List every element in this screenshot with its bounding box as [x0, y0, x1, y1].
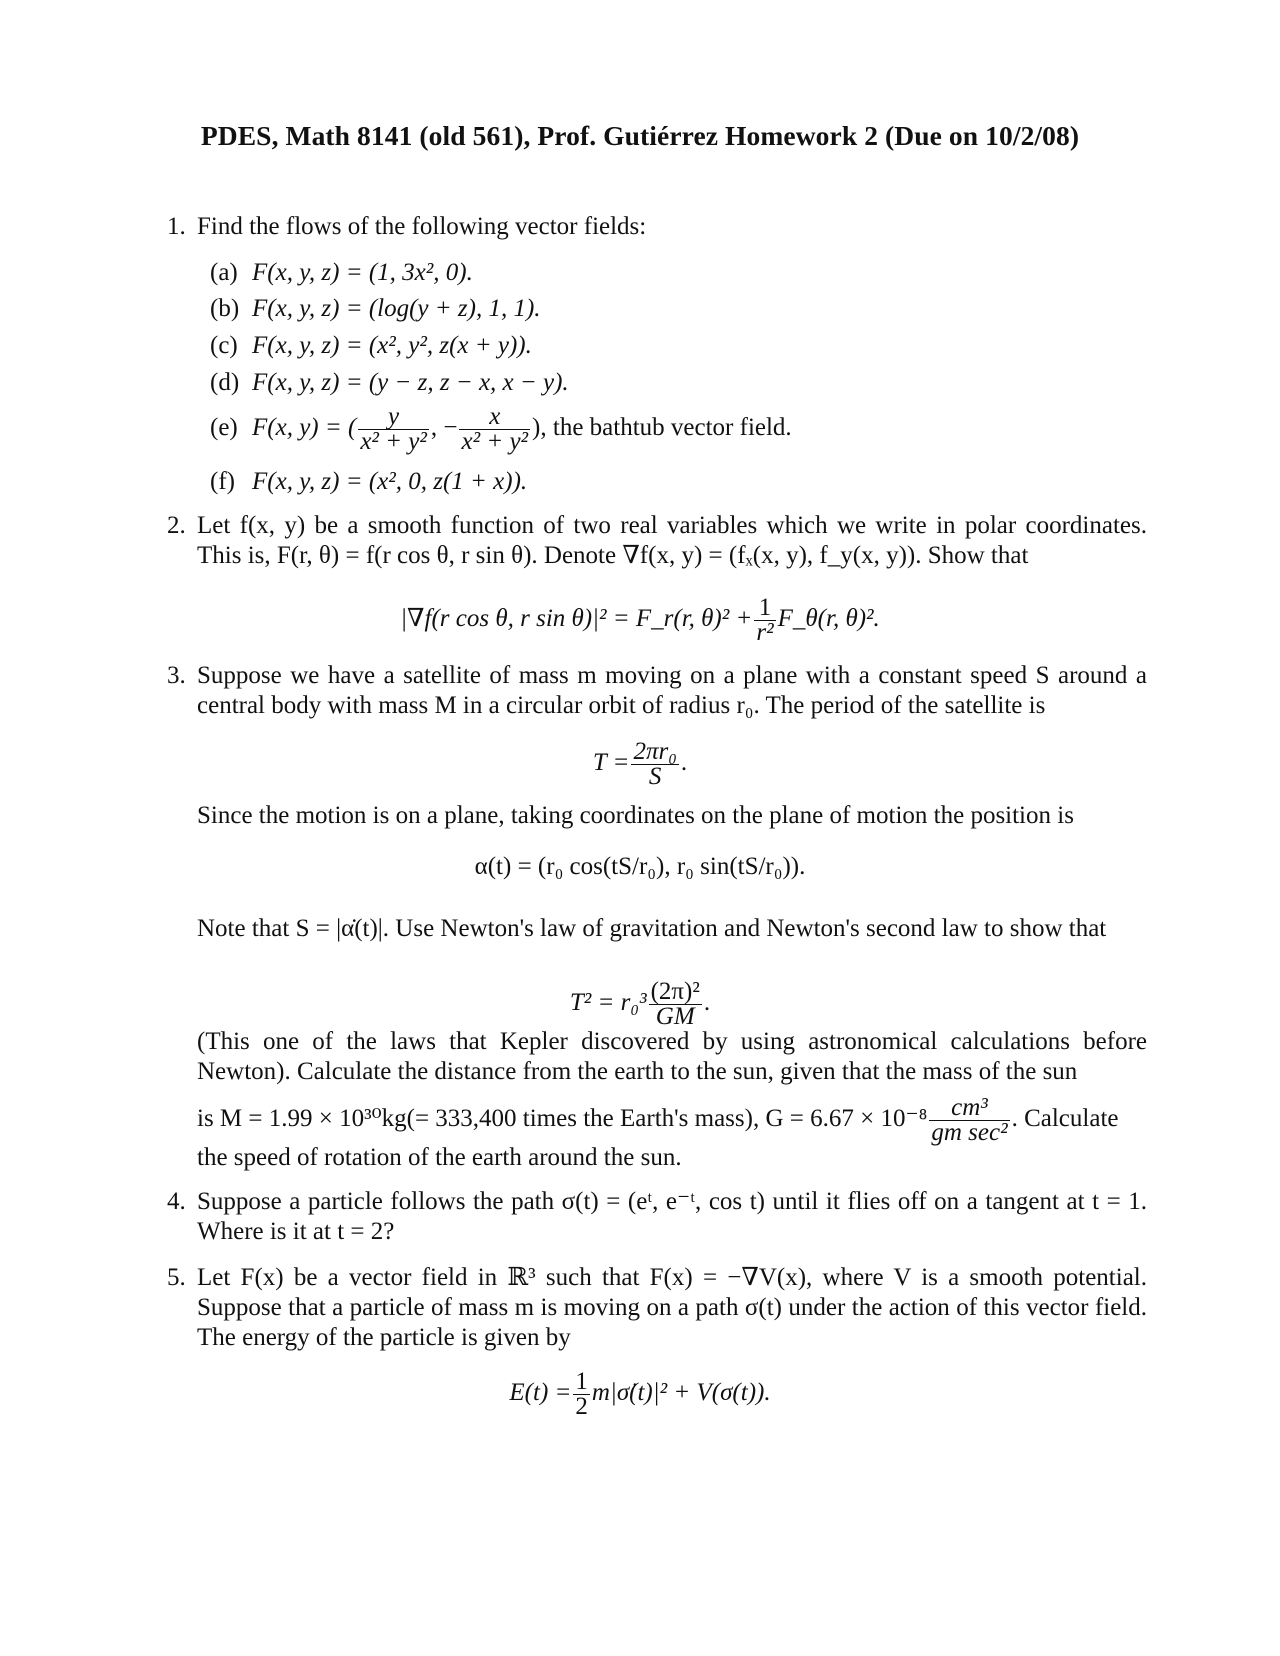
list-item	[210, 368, 569, 398]
problem-text: Note that S = |α̇(t)|. Use Newton's law of gravitation and Newton's second law to show that	[197, 915, 1107, 942]
item-math: F(x, y, z) = (log(y + z), 1, 1).	[252, 295, 541, 322]
problem-number: 5.	[167, 1264, 186, 1291]
fraction	[459, 405, 530, 454]
item-math: F(x, y, z) = (x², 0, z(1 + x)).	[252, 468, 528, 495]
eq-rhs: F_θ(r, θ)².	[777, 605, 880, 633]
text-segment: is M = 1.99 × 10³⁰kg(= 333,400 times the Earth's mass), G = 6.67 × 10⁻⁸	[197, 1105, 928, 1133]
problem-number: 4.	[167, 1188, 186, 1215]
fraction	[649, 980, 702, 1029]
frac-denominator: x² + y²	[360, 428, 427, 455]
item-label: (b)	[210, 295, 240, 322]
list-item	[210, 331, 532, 361]
eq-rhs: m|σ̇(t)|² + V(σ(t)).	[591, 1379, 771, 1407]
item-math: F(x, y) = (	[252, 414, 357, 442]
frac-numerator: cm³	[951, 1094, 988, 1121]
item-label: (a)	[210, 259, 238, 286]
problem-text: Let f(x, y) be a smooth function of two real variables which we write in polar coordinates. This is, F(r, θ) = f(r cos θ, r sin θ). Denote ∇f(x, y) = (fₓ(x, y), f_y(x, y)). Show that	[197, 512, 1147, 569]
problem-5	[167, 1263, 1147, 1353]
eq-lhs: T² = r₀³	[569, 989, 647, 1017]
item-label: (c)	[210, 332, 238, 359]
eq-lhs: |∇f(r cos θ, r sin θ)|² = F_r(r, θ)² +	[400, 605, 753, 633]
problem-text: Suppose a particle follows the path σ(t) = (eᵗ, e⁻ᵗ, cos t) until it flies off on a tangent at t = 1. Where is it at t = 2?	[197, 1188, 1147, 1245]
frac-numerator: 1	[575, 1368, 588, 1395]
frac-numerator: y	[388, 403, 400, 430]
fraction	[358, 405, 429, 454]
fraction	[573, 1370, 590, 1419]
problem-2	[167, 511, 1147, 571]
separator: , −	[430, 414, 458, 442]
equation	[0, 1370, 1280, 1419]
problem-text: Let F(x) be a vector field in ℝ³ such that F(x) = −∇V(x), where V is a smooth potential. Suppose that a particle of mass m is moving on a path σ(t) under the action of this vector field. The energy of the particle is given by	[197, 1264, 1147, 1351]
equation: T² = r₀³ $\frac{\text{(2π)²}}{GM}$ .	[569, 978, 711, 1030]
problem-4	[167, 1187, 1147, 1247]
fraction	[631, 740, 678, 789]
equation: α(t) = (r₀ cos(tS/r₀), r₀ sin(tS/r₀)).	[474, 853, 806, 880]
item-math: F(x, y, z) = (1, 3x², 0).	[252, 259, 473, 286]
frac-denominator: 2	[575, 1393, 588, 1420]
problem-text: Since the motion is on a plane, taking coordinates on the plane of motion the position is	[197, 802, 1074, 829]
list-item	[210, 405, 792, 454]
problem-number: 2.	[167, 512, 186, 539]
frac-numerator: 1	[754, 596, 775, 621]
fraction	[754, 596, 775, 645]
text-segment: . Calculate	[1011, 1105, 1119, 1133]
problem-text: Find the flows of the following vector fields:	[197, 213, 647, 240]
eq-lhs: E(t) =	[509, 1379, 572, 1407]
item-math: F(x, y, z) = (x², y², z(x + y)).	[252, 332, 532, 359]
page-title: PDES, Math 8141 (old 561), Prof. Gutiérrez Homework 2 (Due on 10/2/08)	[200, 120, 1080, 151]
frac-denominator: GM	[655, 1003, 695, 1030]
frac-denominator: gm sec²	[931, 1119, 1008, 1146]
problem-number: 3.	[167, 662, 186, 689]
problem-text: Suppose we have a satellite of mass m moving on a plane with a constant speed S around a central body with mass M in a circular orbit of radius r₀. The period of the satellite is	[197, 662, 1147, 719]
frac-denominator: x² + y²	[461, 428, 529, 455]
fraction	[929, 1096, 1009, 1145]
list-item	[210, 294, 541, 324]
problem-text: (This one of the laws that Kepler discovered by using astronomical calculations before Newton). Calculate the distance from the earth to the sun, given that the mass of the sun	[197, 1028, 1147, 1085]
problem-text-line	[197, 1096, 1119, 1145]
frac-numerator: x	[489, 403, 501, 430]
frac-denominator: r²	[756, 619, 774, 646]
item-math: F(x, y, z) = (y − z, z − x, x − y).	[252, 369, 569, 396]
equation: T = $\frac{\text{2πr₀}}{S}$ .	[592, 738, 688, 790]
item-label: (e)	[210, 414, 238, 442]
problem-3	[167, 661, 1147, 721]
frac-numerator: (2π)²	[650, 978, 700, 1005]
item-tail: ), the bathtub vector field.	[532, 414, 792, 442]
list-item	[210, 258, 473, 288]
frac-numerator: 2πr₀	[633, 738, 677, 765]
problem-1	[167, 212, 1147, 242]
problem-number: 1.	[167, 213, 186, 240]
equation	[0, 596, 1280, 645]
frac-denominator: S	[648, 763, 662, 790]
item-label: (d)	[210, 369, 240, 396]
list-item	[210, 467, 527, 497]
problem-text: the speed of rotation of the earth around the sun.	[197, 1144, 682, 1171]
eq-lhs: T =	[592, 749, 630, 777]
item-label: (f)	[210, 468, 235, 495]
